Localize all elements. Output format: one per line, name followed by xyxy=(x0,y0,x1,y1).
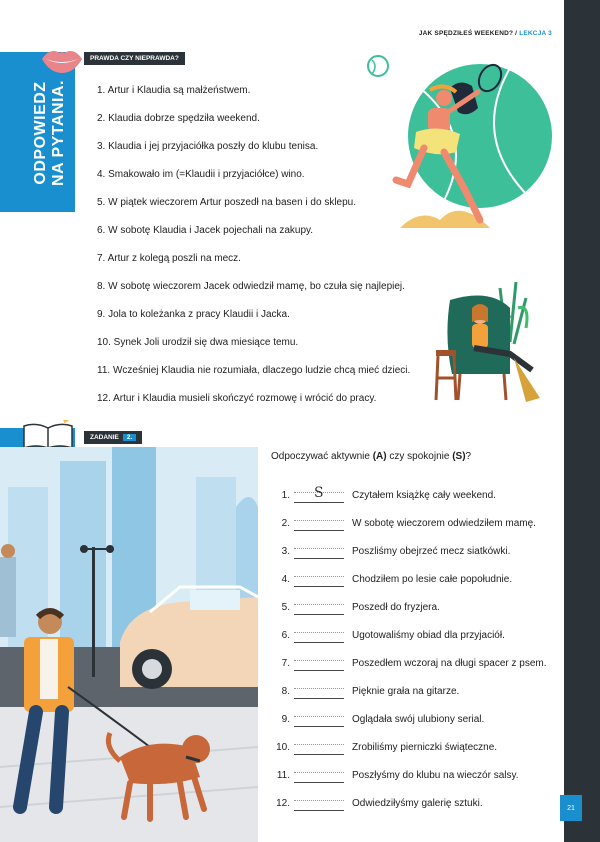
list-item: 11. Wcześniej Klaudia nie rozumiała, dlaczego ludzie chcą mieć dzieci. xyxy=(97,365,411,376)
header-separator: / xyxy=(515,30,518,37)
answer-blank[interactable] xyxy=(294,484,344,503)
answer-blank[interactable] xyxy=(294,658,344,671)
list-item: 12. Artur i Klaudia musieli skończyć rozmowę i wrócić do pracy. xyxy=(97,393,377,404)
exercise-item xyxy=(268,678,547,706)
answer-blank[interactable] xyxy=(294,686,344,699)
item-number: 7. xyxy=(281,658,290,669)
exercise-item xyxy=(268,566,547,594)
task-tag-number: 2. xyxy=(123,434,136,441)
true-false-tag: PRAWDA CZY NIEPRAWDA? xyxy=(84,52,185,65)
header-title: JAK SPĘDZIŁEŚ WEEKEND? xyxy=(418,30,514,37)
list-item: 4. Smakowało im (=Klaudii i przyjaciółce) wino. xyxy=(97,169,305,180)
exercise-item xyxy=(268,790,547,818)
item-number: 12. xyxy=(276,798,290,809)
reading-woman-illustration xyxy=(430,278,560,408)
exercise-item xyxy=(268,734,547,762)
list-item: 3. Klaudia i jej przyjaciółka poszły do klubu tenisa. xyxy=(97,141,319,152)
task-tag-label: ZADANIE xyxy=(90,434,119,441)
answer-value: S xyxy=(314,484,324,501)
prompt-option-a: (A) xyxy=(372,451,387,462)
item-number: 1. xyxy=(281,490,290,501)
answer-blank[interactable] xyxy=(294,602,344,615)
list-item: 6. W sobotę Klaudia i Jacek pojechali na zakupy. xyxy=(97,225,314,236)
lips-icon xyxy=(40,45,84,77)
exercise-item xyxy=(268,482,547,510)
list-item: 1. Artur i Klaudia są małżeństwem. xyxy=(97,85,251,96)
item-text: Poszliśmy obejrzeć mecz siatkówki. xyxy=(352,546,511,557)
right-edge-bar xyxy=(564,0,600,842)
answer-blank[interactable] xyxy=(294,630,344,643)
exercise-prompt xyxy=(271,451,471,462)
exercise-item xyxy=(268,510,547,538)
item-number: 4. xyxy=(281,574,290,585)
item-text: W sobotę wieczorem odwiedziłem mamę. xyxy=(352,518,536,529)
exercise-item xyxy=(268,622,547,650)
tennis-player-illustration xyxy=(360,48,560,248)
exercise-item xyxy=(268,650,547,678)
item-number: 10. xyxy=(276,742,290,753)
prompt-text-middle: czy spokojnie xyxy=(386,451,453,462)
list-item: 8. W sobotę wieczorem Jacek odwiedził mamę, bo czuła się najlepiej. xyxy=(97,281,405,292)
list-item: 5. W piątek wieczorem Artur poszedł na basen i do sklepu. xyxy=(97,197,357,208)
exercise-item xyxy=(268,706,547,734)
item-number: 3. xyxy=(281,546,290,557)
list-item: 7. Artur z kolegą poszli na mecz. xyxy=(97,253,241,264)
item-text: Czytałem książkę cały weekend. xyxy=(352,490,496,501)
item-number: 6. xyxy=(281,630,290,641)
item-number: 11. xyxy=(276,770,290,781)
answer-blank[interactable] xyxy=(294,546,344,559)
answer-blank[interactable] xyxy=(294,714,344,727)
prompt-text-after: ? xyxy=(465,451,472,462)
item-number: 5. xyxy=(281,602,290,613)
list-item: 10. Synek Joli urodził się dwa miesiące temu. xyxy=(97,337,299,348)
section1-vertical-title: ODPOWIEDZ NA PYTANIA. xyxy=(32,80,67,186)
item-text: Poszłyśmy do klubu na wieczór salsy. xyxy=(352,770,519,781)
answer-blank[interactable] xyxy=(294,770,344,783)
item-text: Zrobiliśmy pierniczki świąteczne. xyxy=(352,742,498,753)
exercise-list xyxy=(268,482,547,818)
dog-walk-city-illustration xyxy=(0,447,258,842)
item-text: Poszedłem wczoraj na długi spacer z psem. xyxy=(352,658,547,669)
exercise-item xyxy=(268,762,547,790)
answer-blank[interactable] xyxy=(294,518,344,531)
item-text: Poszedł do fryzjera. xyxy=(352,602,440,613)
item-text: Oglądała swój ulubiony serial. xyxy=(352,714,485,725)
page-header xyxy=(419,30,552,37)
answer-blank[interactable] xyxy=(294,574,344,587)
header-lesson: LEKCJA 3 xyxy=(519,30,552,37)
list-item: 2. Klaudia dobrze spędziła weekend. xyxy=(97,113,260,124)
exercise-item xyxy=(268,594,547,622)
prompt-text-before: Odpoczywać aktywnie xyxy=(271,451,373,462)
prompt-option-s: (S) xyxy=(452,451,466,462)
item-number: 2. xyxy=(281,518,290,529)
item-text: Odwiedziłyśmy galerię sztuki. xyxy=(352,798,483,809)
exercise-item xyxy=(268,538,547,566)
item-number: 9. xyxy=(281,714,290,725)
answer-blank[interactable] xyxy=(294,742,344,755)
list-item: 9. Jola to koleżanka z pracy Klaudii i Jacka. xyxy=(97,309,290,320)
item-number: 8. xyxy=(281,686,290,697)
item-text: Ugotowaliśmy obiad dla przyjaciół. xyxy=(352,630,505,641)
item-text: Chodziłem po lesie całe popołudnie. xyxy=(352,574,513,585)
answer-blank[interactable] xyxy=(294,798,344,811)
page-number: 21 xyxy=(560,795,582,821)
task-tag xyxy=(84,431,142,444)
item-text: Pięknie grała na gitarze. xyxy=(352,686,460,697)
book-icon xyxy=(22,420,74,450)
